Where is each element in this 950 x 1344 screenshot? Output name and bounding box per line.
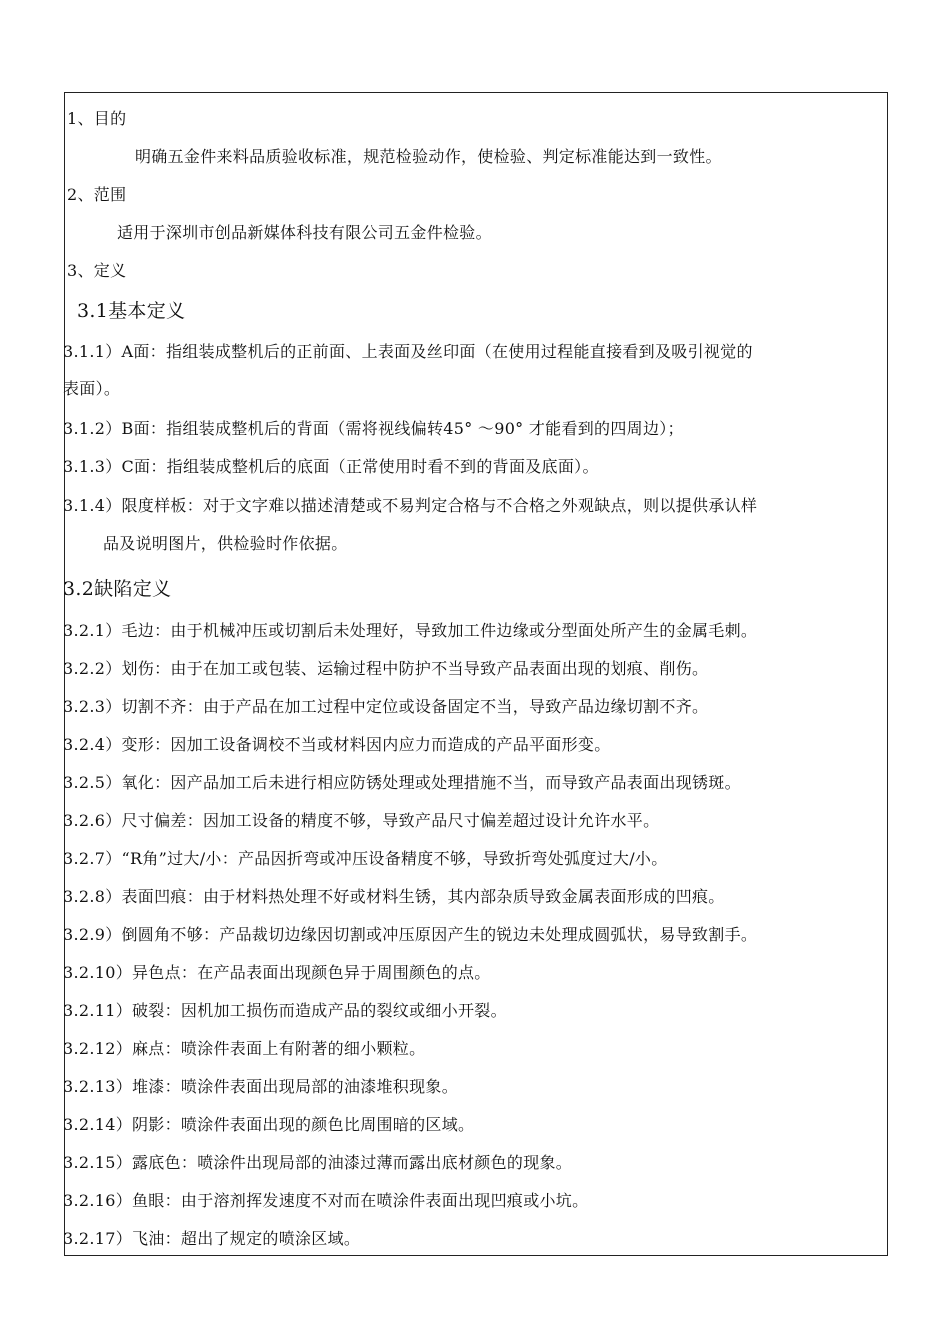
definition-title: 3、定义 [67,261,127,280]
defect-item: 3.2.8）表面凹痕：由于材料热处理不好或材料生锈，其内部杂质导致金属表面形成的凹痕。 [63,887,725,906]
defect-item: 3.2.4）变形：因加工设备调校不当或材料因内应力而造成的产品平面形变。 [63,735,611,754]
defect-item: 3.2.13）堆漆：喷涂件表面出现局部的油漆堆积现象。 [63,1077,458,1096]
defect-item: 3.2.16）鱼眼：由于溶剂挥发速度不对而在喷涂件表面出现凹痕或小坑。 [63,1191,589,1210]
defect-item: 3.2.9）倒圆角不够：产品裁切边缘因切割或冲压原因产生的锐边未处理成圆弧状，易导致割手。 [63,925,758,944]
scope-text: 适用于深圳市创品新媒体科技有限公司五金件检验。 [117,223,492,242]
defect-item: 3.2.17）飞油：超出了规定的喷涂区域。 [63,1229,361,1248]
defect-item: 3.2.10）异色点：在产品表面出现颜色异于周围颜色的点。 [63,963,491,982]
basic-item: 品及说明图片，供检验时作依据。 [103,534,348,553]
document-frame [64,92,888,1256]
basic-item: 3.1.1）A面：指组装成整机后的正前面、上表面及丝印面（在使用过程能直接看到及吸引视觉的 [63,342,753,361]
basic-definition-title: 3.1基本定义 [77,300,186,322]
defect-definition-title: 3.2缺陷定义 [63,578,172,600]
basic-item: 3.1.4）限度样板：对于文字难以描述清楚或不易判定合格与不合格之外观缺点，则以提供承认样 [63,496,758,515]
basic-item: 3.1.2）B面：指组装成整机后的背面（需将视线偏转45° ～90° 才能看到的四周边）； [63,419,684,438]
purpose-title: 1、目的 [67,109,127,128]
basic-item: 3.1.3）C面：指组装成整机后的底面（正常使用时看不到的背面及底面）。 [63,457,599,476]
defect-item: 3.2.6）尺寸偏差：因加工设备的精度不够，导致产品尺寸偏差超过设计允许水平。 [63,811,660,830]
scope-title: 2、范围 [67,185,127,204]
defect-item: 3.2.14）阴影：喷涂件表面出现的颜色比周围暗的区域。 [63,1115,475,1134]
defect-item: 3.2.11）破裂：因机加工损伤而造成产品的裂纹或细小开裂。 [63,1001,507,1020]
basic-item: 表面）。 [63,379,121,398]
defect-item: 3.2.5）氧化：因产品加工后未进行相应防锈处理或处理措施不当，而导致产品表面出现锈斑。 [63,773,741,792]
purpose-text: 明确五金件来料品质验收标准，规范检验动作，使检验、判定标准能达到一致性。 [135,147,722,166]
defect-item: 3.2.15）露底色：喷涂件出现局部的油漆过薄而露出底材颜色的现象。 [63,1153,573,1172]
defect-item: 3.2.1）毛边：由于机械冲压或切割后未处理好，导致加工件边缘或分型面处所产生的金属毛刺。 [63,621,758,640]
defect-item: 3.2.12）麻点：喷涂件表面上有附著的细小颗粒。 [63,1039,426,1058]
defect-item: 3.2.2）划伤：由于在加工或包装、运输过程中防护不当导致产品表面出现的划痕、削伤。 [63,659,709,678]
defect-item: 3.2.3）切割不齐：由于产品在加工过程中定位或设备固定不当，导致产品边缘切割不齐。 [63,697,709,716]
defect-item: 3.2.7）“R角”过大/小：产品因折弯或冲压设备精度不够，导致折弯处弧度过大/小。 [63,849,668,868]
